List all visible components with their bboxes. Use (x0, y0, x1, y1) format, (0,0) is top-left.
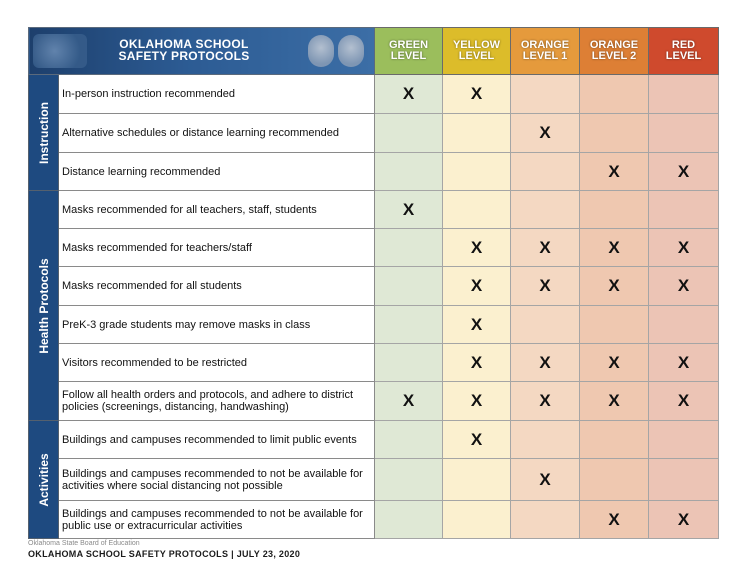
level-header-yellow (443, 28, 511, 75)
protocol-description: Buildings and campuses recommended to not be available for public use or extracurricular activities (59, 501, 375, 539)
mark-cell-red (649, 306, 719, 344)
mark-cell-orange-2: X (580, 267, 649, 306)
protocol-row (29, 421, 719, 459)
mark-cell-orange-2 (580, 459, 649, 501)
mark-cell-orange-1 (511, 306, 580, 344)
protocol-row (29, 459, 719, 501)
level-sub: LEVEL 1 (522, 50, 568, 62)
protocol-row (29, 153, 719, 191)
mark-cell-orange-2 (580, 114, 649, 153)
table-title (109, 38, 259, 62)
mark-cell-green (375, 153, 443, 191)
mark-cell-yellow: X (443, 382, 511, 421)
mark-cell-orange-2: X (580, 229, 649, 267)
mark-cell-red: X (649, 267, 719, 306)
protocol-row (29, 75, 719, 114)
mark-cell-red: X (649, 382, 719, 421)
mark-cell-orange-2: X (580, 344, 649, 382)
mark-cell-red (649, 459, 719, 501)
protocol-row (29, 114, 719, 153)
level-name: GREEN (388, 39, 429, 51)
protocol-row (29, 501, 719, 539)
category-label-activities (29, 421, 59, 539)
students-photo-icon (306, 31, 366, 71)
mark-cell-red (649, 75, 719, 114)
category-name: Health Protocols (36, 257, 51, 354)
mark-cell-orange-2 (580, 421, 649, 459)
protocols-body (29, 75, 719, 539)
level-name: YELLOW (452, 39, 501, 51)
mark-cell-yellow: X (443, 344, 511, 382)
mark-cell-red (649, 421, 719, 459)
level-sub: LEVEL (458, 50, 495, 62)
mark-cell-yellow (443, 501, 511, 539)
mark-cell-orange-1: X (511, 267, 580, 306)
category-label-instruction (29, 75, 59, 191)
mark-cell-orange-1: X (511, 229, 580, 267)
protocol-document (28, 27, 718, 537)
mark-cell-green (375, 344, 443, 382)
level-name: ORANGE (589, 39, 639, 51)
mark-cell-green (375, 459, 443, 501)
mark-cell-yellow: X (443, 306, 511, 344)
mark-cell-green: X (375, 382, 443, 421)
protocol-description: Buildings and campuses recommended to not be available for activities where social distancing not possible (59, 459, 375, 501)
mark-cell-yellow: X (443, 229, 511, 267)
mark-cell-orange-1: X (511, 114, 580, 153)
mark-cell-orange-1 (511, 75, 580, 114)
student-face-icon (338, 35, 364, 67)
mark-cell-orange-1 (511, 501, 580, 539)
protocol-description: Masks recommended for teachers/staff (59, 229, 375, 267)
mark-cell-orange-1: X (511, 382, 580, 421)
mark-cell-red (649, 114, 719, 153)
protocol-description: Alternative schedules or distance learning recommended (59, 114, 375, 153)
level-header-orange-2 (580, 28, 649, 75)
footer-caption: OKLAHOMA SCHOOL SAFETY PROTOCOLS | JULY 23, 2020 (28, 549, 301, 559)
mark-cell-orange-2 (580, 75, 649, 114)
level-name: RED (671, 39, 696, 51)
category-label-health-protocols (29, 191, 59, 421)
mark-cell-red (649, 191, 719, 229)
mark-cell-orange-2: X (580, 382, 649, 421)
mark-cell-yellow (443, 114, 511, 153)
mark-cell-green (375, 306, 443, 344)
protocol-row (29, 306, 719, 344)
mark-cell-green: X (375, 191, 443, 229)
mark-cell-orange-1 (511, 421, 580, 459)
source-note: Oklahoma State Board of Education (28, 540, 140, 547)
protocol-row (29, 267, 719, 306)
mark-cell-yellow (443, 153, 511, 191)
level-sub: LEVEL (665, 50, 702, 62)
protocol-row (29, 191, 719, 229)
protocol-description: Masks recommended for all students (59, 267, 375, 306)
protocol-description: Visitors recommended to be restricted (59, 344, 375, 382)
eagle-emblem-icon (33, 34, 87, 68)
mark-cell-orange-2: X (580, 501, 649, 539)
mark-cell-green (375, 114, 443, 153)
mark-cell-orange-1 (511, 153, 580, 191)
mark-cell-green (375, 267, 443, 306)
mark-cell-yellow: X (443, 421, 511, 459)
level-sub: LEVEL (390, 50, 427, 62)
mark-cell-orange-1 (511, 191, 580, 229)
mark-cell-green (375, 229, 443, 267)
level-sub: LEVEL 2 (591, 50, 637, 62)
mark-cell-yellow (443, 191, 511, 229)
category-name: Activities (36, 452, 51, 507)
mark-cell-red: X (649, 229, 719, 267)
level-header-red (649, 28, 719, 75)
protocol-description: Buildings and campuses recommended to limit public events (59, 421, 375, 459)
mark-cell-yellow: X (443, 267, 511, 306)
header-row (29, 28, 719, 75)
title-line-1: OKLAHOMA SCHOOL (119, 37, 249, 51)
mark-cell-yellow: X (443, 75, 511, 114)
protocol-description: In-person instruction recommended (59, 75, 375, 114)
mark-cell-green (375, 421, 443, 459)
mark-cell-yellow (443, 459, 511, 501)
level-name: ORANGE (520, 39, 570, 51)
mark-cell-green: X (375, 75, 443, 114)
protocol-description: Distance learning recommended (59, 153, 375, 191)
category-name: Instruction (36, 101, 51, 164)
level-header-green (375, 28, 443, 75)
mark-cell-orange-2 (580, 306, 649, 344)
protocols-table (28, 27, 719, 539)
mark-cell-orange-2: X (580, 153, 649, 191)
mark-cell-green (375, 501, 443, 539)
mark-cell-orange-1: X (511, 344, 580, 382)
mark-cell-red: X (649, 344, 719, 382)
protocol-description: Follow all health orders and protocols, and adhere to district policies (screenings, distancing, handwashing) (59, 382, 375, 421)
protocol-row (29, 344, 719, 382)
header-banner (29, 28, 375, 75)
mark-cell-red: X (649, 501, 719, 539)
protocol-description: PreK-3 grade students may remove masks in class (59, 306, 375, 344)
protocol-description: Masks recommended for all teachers, staff, students (59, 191, 375, 229)
protocol-row (29, 229, 719, 267)
title-line-2: SAFETY PROTOCOLS (118, 49, 250, 63)
student-face-icon (308, 35, 334, 67)
mark-cell-orange-2 (580, 191, 649, 229)
mark-cell-red: X (649, 153, 719, 191)
mark-cell-orange-1: X (511, 459, 580, 501)
level-header-orange-1 (511, 28, 580, 75)
protocol-row (29, 382, 719, 421)
